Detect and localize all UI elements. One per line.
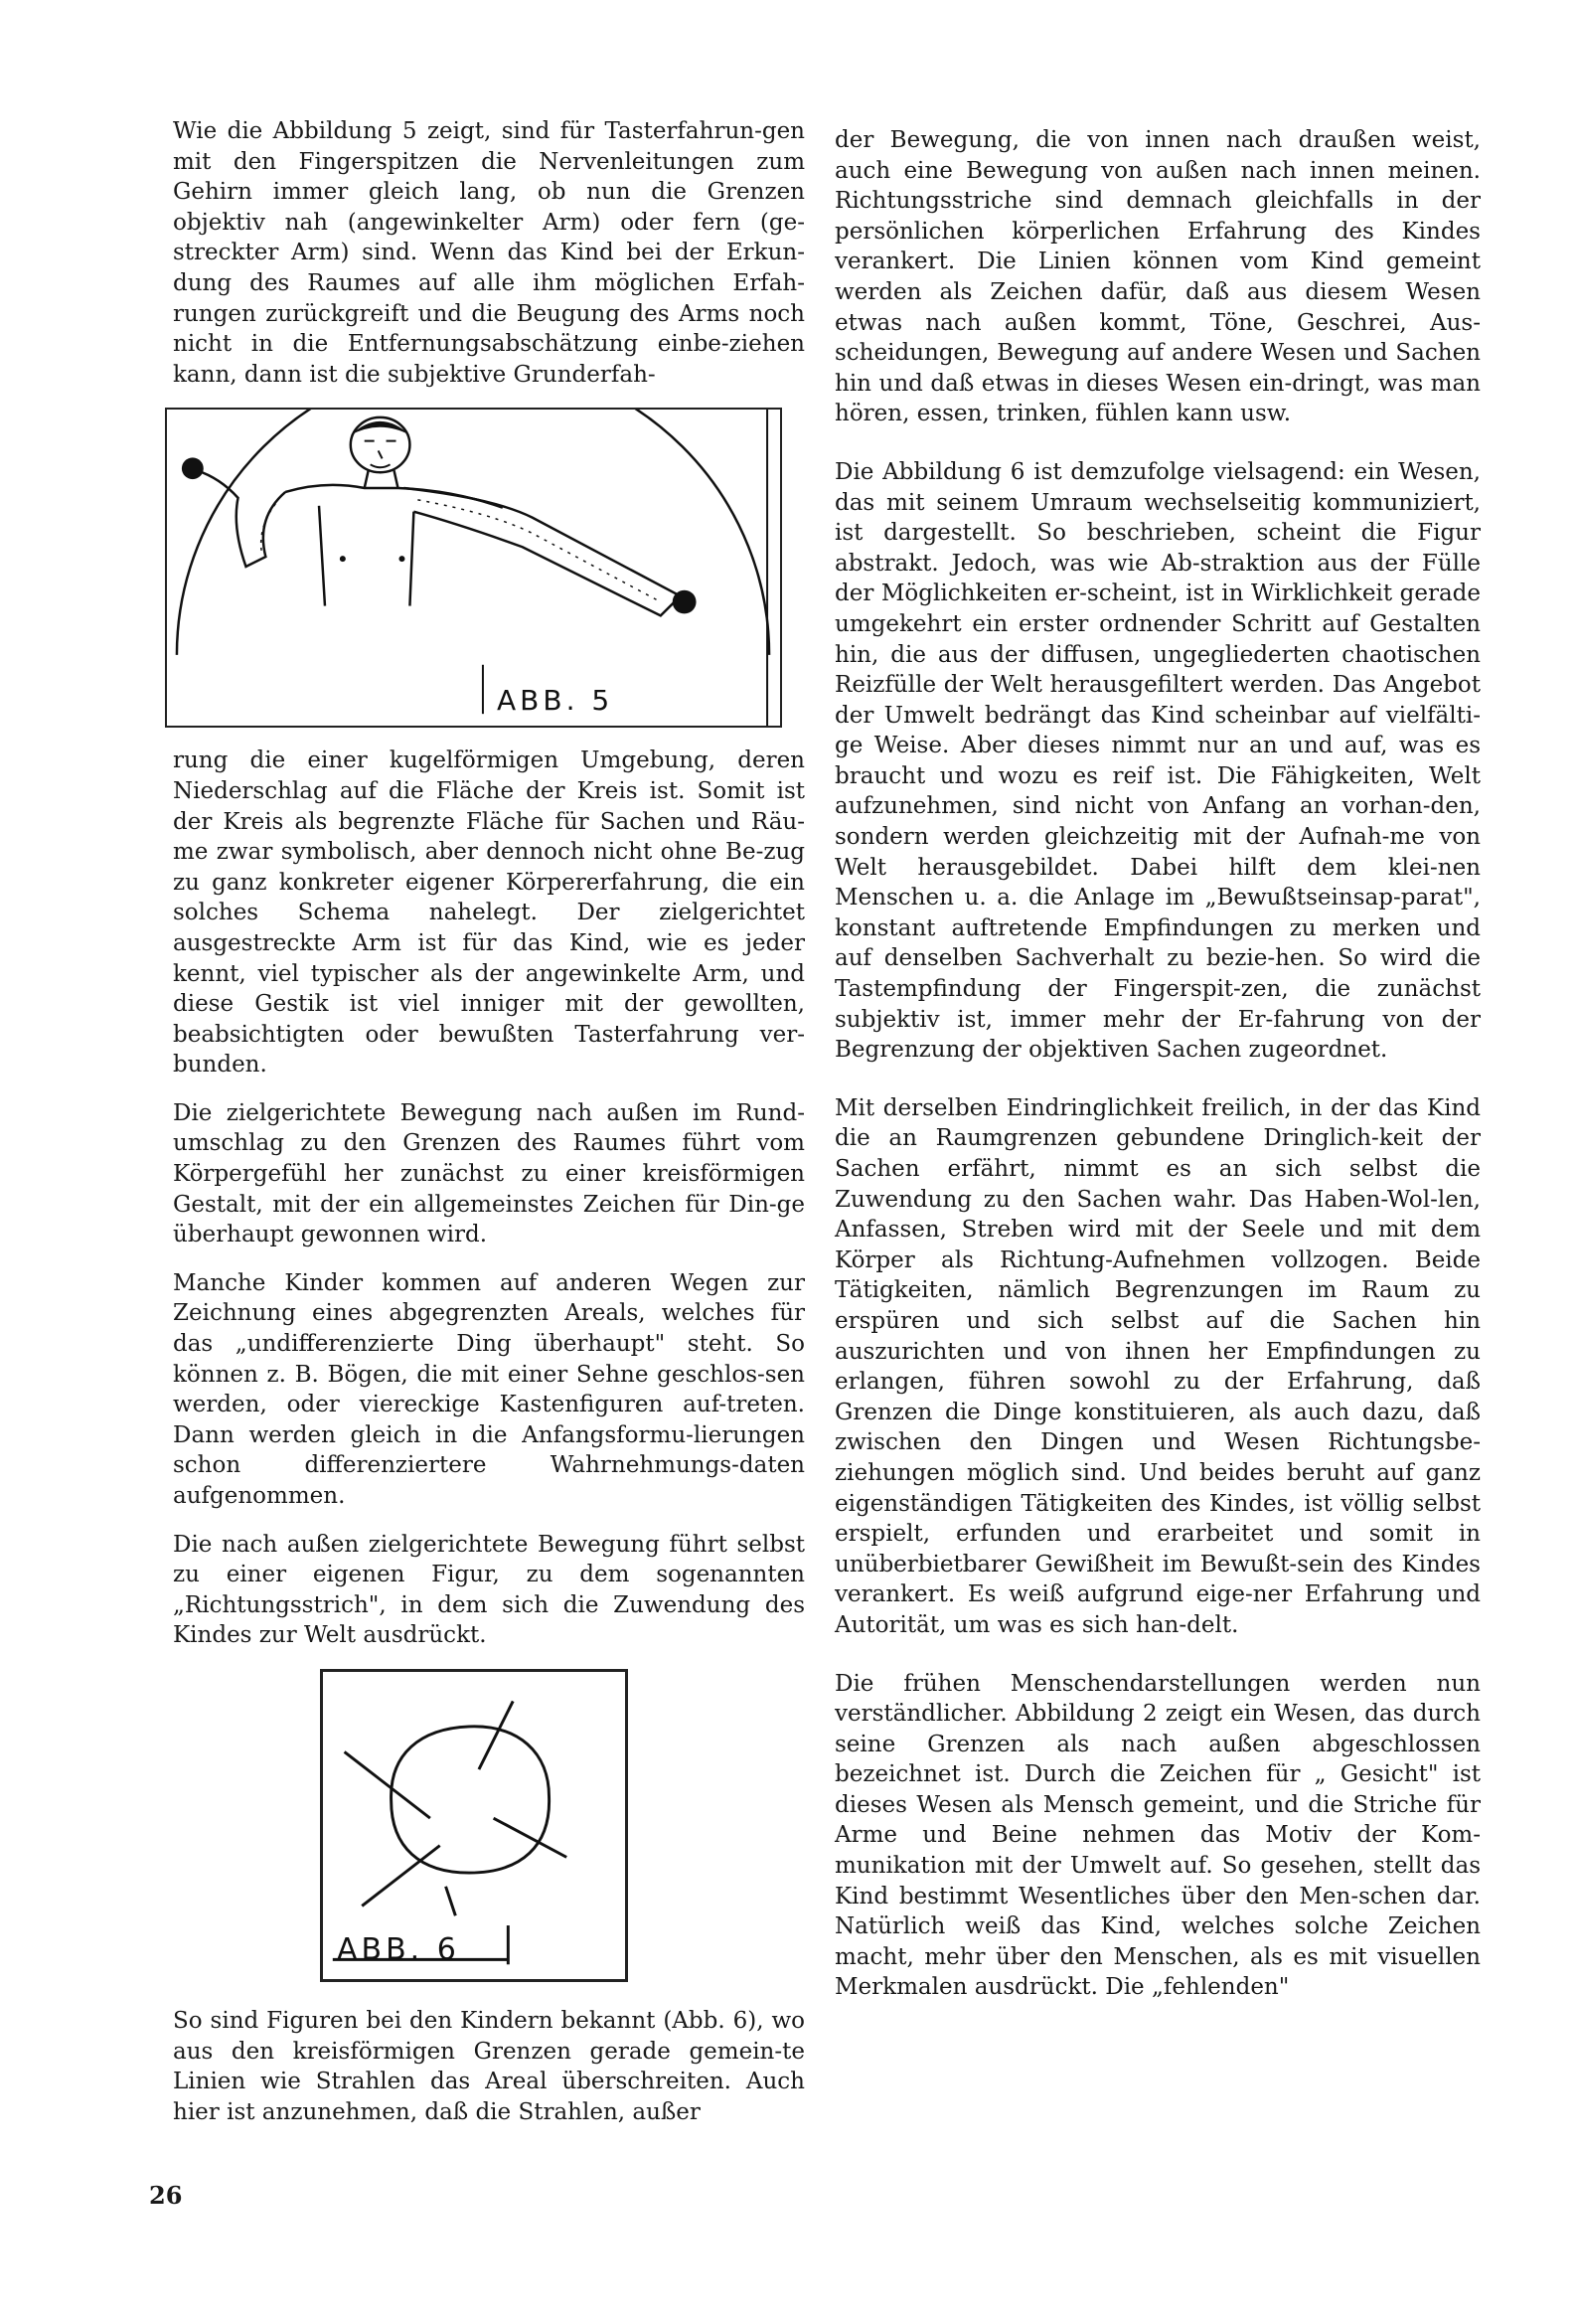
paragraph-left-2: rung die einer kugelförmigen Umgebung, deren Niederschlag auf die Fläche der Kreis ist. Somit ist der Kreis als begrenzte Fläche für Sachen und Räu-me zwar symbolisch, aber dennoch nicht ohne Be-zug zu ganz konkreter eigener Körpererfahrung, die ein solches Schema nahelegt. Der zielgerichtet ausgestreckte Arm ist für das Kind, wie es jeder kennt, viel typischer als der angewinkelte Arm, und diese Gestik ist viel inniger mit der gewollten, beabsichtigten oder bewußten Tasterfahrung ver-bunden. xyxy=(173,747,805,1079)
page-number: 26 xyxy=(149,2181,183,2210)
figure-5-drawing xyxy=(167,410,780,726)
paragraph-left-6: So sind Figuren bei den Kindern bekannt (Abb. 6), wo aus den kreisförmigen Grenzen gerade gemein-te Linien wie Strahlen das Areal überschreiten. Auch hier ist anzunehmen, daß die Strahlen, außer xyxy=(173,2007,805,2125)
figure-6 xyxy=(320,1669,628,1982)
right-column xyxy=(835,125,1481,2003)
paragraph-right-2: Die Abbildung 6 ist demzufolge vielsagend: ein Wesen, das mit seinem Umraum wechselseitig kommuniziert, ist dargestellt. So beschrieben, scheint die Figur abstrakt. Jedoch, was wie Ab-straktion aus der Fülle der Möglichkeiten er-scheint, ist in Wirklichkeit gerade umgekehrt ein erster ordnender Schritt auf Gestalten hin, die aus der diffusen, ungegliederten chaotischen Reizfülle der Welt herausgefiltert werden. Das Angebot der Umwelt bedrängt das Kind scheinbar auf vielfälti-ge Weise. Aber dieses nimmt nur an und auf, was es braucht und wozu es reif ist. Die Fähigkeiten, Welt aufzunehmen, sind nicht von Anfang an vorhan-den, sondern werden gleichzeitig mit der Aufnah-me von Welt herausgebildet. Dabei hilft dem klei-nen Menschen u. a. die Anlage im „Bewußtseinsap-parat", konstant auftretende Empfindungen zu merken und auf denselben Sachverhalt zu bezie-hen. So wird die Tastempfindung der Fingerspit-zen, die zunächst subjektiv ist, immer mehr der Er-fahrung von der Begrenzung der objektiven Sachen zugeordnet. xyxy=(835,458,1481,1064)
figure-5-label: ABB. 5 xyxy=(497,684,614,718)
paragraph-left-5: Die nach außen zielgerichtete Bewegung führt selbst zu einer eigenen Figur, zu dem sogenannten „Richtungsstrich", in dem sich die Zuwendung des Kindes zur Welt ausdrückt. xyxy=(173,1531,805,1649)
left-column xyxy=(173,116,805,2127)
paragraph-right-3: Mit derselben Eindringlichkeit freilich, in der das Kind die an Raumgrenzen gebundene Dringlich-keit der Sachen erfährt, nimmt es an sich selbst die Zuwendung zu den Sachen wahr. Das Haben-Wol-len, Anfassen, Streben wird mit der Seele und mit dem Körper als Richtung-Aufnehmen vollzogen. Beide Tätigkeiten, nämlich Begrenzungen im Raum zu erspüren und sich selbst auf die Sachen hin auszurichten und von ihnen her Empfindungen zu erlangen, führen sowohl zu der Erfahrung, daß Grenzen die Dinge konstituieren, als auch dazu, daß zwischen den Dingen und Wesen Richtungsbe-ziehungen möglich sind. Und beides beruht auf ganz eigenständigen Tätigkeiten des Kindes, ist völlig selbst erspielt, erfunden und erarbeitet und somit in unüberbietbarer Gewißheit im Bewußt-sein des Kindes verankert. Es weiß aufgrund eige-ner Erfahrung und Autorität, um was es sich han-delt. xyxy=(835,1094,1481,1638)
paragraph-left-4: Manche Kinder kommen auf anderen Wegen zur Zeichnung eines abgegrenzten Areals, welches für das „undifferenzierte Ding überhaupt" steht. So können z. B. Bögen, die mit einer Sehne geschlos-sen werden, oder viereckige Kastenfiguren auf-treten. Dann werden gleich in die Anfangsformu-lierungen schon differenziertere Wahrnehmungs-daten aufgenommen. xyxy=(173,1269,805,1509)
figure-6-label: ABB. 6 xyxy=(337,1931,460,1967)
paragraph-right-4: Die frühen Menschendarstellungen werden nun verständlicher. Abbildung 2 zeigt ein Wesen, das durch seine Grenzen als nach außen abgeschlossen bezeichnet ist. Durch die Zeichen für „ Gesicht" ist dieses Wesen als Mensch gemeint, und die Striche für Arme und Beine nehmen das Motiv der Kom-munikation mit der Umwelt auf. So gesehen, stellt das Kind bestimmt Wesentliches über den Men-schen dar. Natürlich weiß das Kind, welches solche Zeichen macht, mehr über den Menschen, als es mit visuellen Merkmalen ausdrückt. Die „fehlenden" xyxy=(835,1670,1481,2001)
figure-5 xyxy=(165,408,782,728)
paragraph-left-1: Wie die Abbildung 5 zeigt, sind für Tasterfahrun-gen mit den Fingerspitzen die Nervenleitungen zum Gehirn immer gleich lang, ob nun die Grenzen objektiv nah (angewinkelter Arm) oder fern (ge-streckter Arm) sind. Wenn das Kind bei der Erkun-dung des Raumes auf alle ihm möglichen Erfah-rungen zurückgreift und die Beugung des Arms noch nicht in die Entfernungsabschätzung einbe-ziehen kann, dann ist die subjektive Grunderfah- xyxy=(173,118,805,388)
paragraph-left-3: Die zielgerichtete Bewegung nach außen im Rund-umschlag zu den Grenzen des Raumes führt vom Körpergefühl her zunächst zu einer kreisförmigen Gestalt, mit der ein allgemeinstes Zeichen für Din-ge überhaupt gewonnen wird. xyxy=(173,1099,805,1248)
paragraph-right-1: der Bewegung, die von innen nach draußen weist, auch eine Bewegung von außen nach innen meinen. Richtungsstriche sind demnach gleichfalls in der persönlichen körperlichen Erfahrung des Kindes verankert. Die Linien können vom Kind gemeint werden als Zeichen dafür, daß aus diesem Wesen etwas nach außen kommt, Töne, Geschrei, Aus-scheidungen, Bewegung auf andere Wesen und Sachen hin und daß etwas in dieses Wesen ein-dringt, was man hören, essen, trinken, fühlen kann usw. xyxy=(835,127,1481,427)
